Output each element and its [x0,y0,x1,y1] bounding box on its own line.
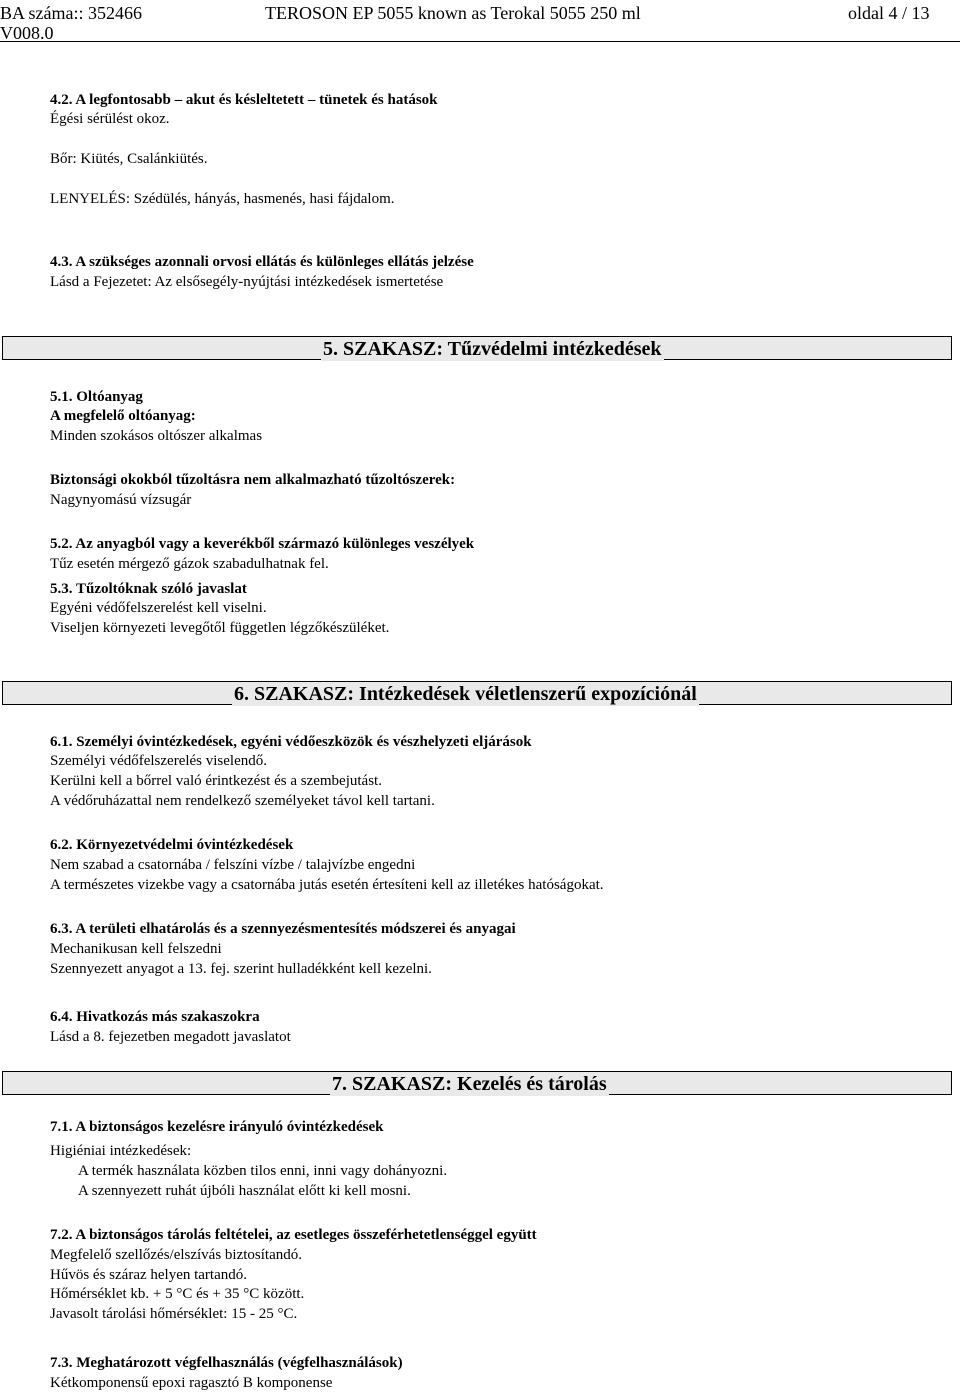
text-line: Nem szabad a csatornába / felszíni vízbe / talajvízbe engedni [50,857,416,873]
text-line: A természetes vizekbe vagy a csatornába jutás esetén értesíteni kell az illetékes hatóságokat. [50,877,604,893]
page-number: oldal 4 / 13 [848,3,930,23]
heading-4-3: 4.3. A szükséges azonnali orvosi ellátás és különleges ellátás jelzése [50,254,474,270]
text-line: Mechanikusan kell felszedni [50,941,222,957]
unsuitable-media-value: Nagynyomású vízsugár [50,492,192,508]
text-line: Bőr: Kiütés, Csalánkiütés. [50,151,208,167]
suitable-media-value: Minden szokásos oltószer alkalmas [50,428,263,444]
section-5-title: 5. SZAKASZ: Tűzvédelmi intézkedések [323,338,662,360]
text-line: A termék használata közben tilos enni, inni vagy dohányozni. [78,1163,448,1179]
heading-6-1: 6.1. Személyi óvintézkedések, egyéni védőeszközök és vészhelyzeti eljárások [50,734,532,750]
ba-number: BA száma:: 352466 [0,3,142,23]
text-line: Viseljen környezeti levegőtől független légzőkészüléket. [50,620,390,636]
text-line: A védőruházattal nem rendelkező személyeket távol kell tartani. [50,793,435,809]
section-7-title: 7. SZAKASZ: Kezelés és tárolás [332,1073,607,1095]
text-line: Kerülni kell a bőrrel való érintkezést és a szembejutást. [50,773,382,789]
heading-7-2: 7.2. A biztonságos tárolás feltételei, az esetleges összeférhetetlenséggel együtt [50,1227,537,1243]
text-line: A szennyezett ruhát újbóli használat előtt ki kell mosni. [78,1183,411,1199]
heading-6-2: 6.2. Környezetvédelmi óvintézkedések [50,837,294,853]
heading-6-4: 6.4. Hivatkozás más szakaszokra [50,1009,260,1025]
heading-7-3: 7.3. Meghatározott végfelhasználás (végfelhasználások) [50,1355,403,1371]
text-line: Szennyezett anyagot a 13. fej. szerint hulladékként kell kezelni. [50,961,432,977]
header-divider [0,41,960,42]
text-line: Hőmérséklet kb. + 5 °C és + 35 °C között. [50,1286,305,1302]
heading-4-2: 4.2. A legfontosabb – akut és késleltetett – tünetek és hatások [50,92,438,108]
unsuitable-media-label: Biztonsági okokból tűzoltásra nem alkalmazható tűzoltószerek: [50,472,456,488]
text-line: Javasolt tárolási hőmérséklet: 15 - 25 °C. [50,1306,298,1322]
text-line: Hűvös és száraz helyen tartandó. [50,1267,248,1283]
heading-5-1: 5.1. Oltóanyag [50,389,143,405]
text-line: Tűz esetén mérgező gázok szabadulhatnak fel. [50,556,329,572]
heading-7-1: 7.1. A biztonságos kezelésre irányuló óvintézkedések [50,1119,384,1135]
text-line: Kétkomponensű epoxi ragasztó B komponense [50,1375,333,1391]
heading-6-3: 6.3. A területi elhatárolás és a szennyezésmentesítés módszerei és anyagai [50,921,516,937]
product-name: TEROSON EP 5055 known as Terokal 5055 250 ml [265,3,641,23]
heading-5-2: 5.2. Az anyagból vagy a keverékből származó különleges veszélyek [50,536,475,552]
text-line: LENYELÉS: Szédülés, hányás, hasmenés, hasi fájdalom. [50,191,395,207]
text-line: Megfelelő szellőzés/elszívás biztosítandó. [50,1247,303,1263]
text-line: Személyi védőfelszerelés viselendő. [50,753,268,769]
text-line: Lásd a 8. fejezetben megadott javaslatot [50,1029,291,1045]
suitable-media-label: A megfelelő oltóanyag: [50,408,196,424]
text-line: Égési sérülést okoz. [50,111,170,127]
text-line: Lásd a Fejezetet: Az elsősegély-nyújtási intézkedések ismertetése [50,274,444,290]
heading-5-3: 5.3. Tűzoltóknak szóló javaslat [50,581,247,597]
text-line: Egyéni védőfelszerelést kell viselni. [50,600,267,616]
hygiene-label: Higiéniai intézkedések: [50,1143,192,1159]
section-6-title: 6. SZAKASZ: Intézkedések véletlenszerű expozíciónál [234,683,697,705]
version: V008.0 [0,23,54,43]
